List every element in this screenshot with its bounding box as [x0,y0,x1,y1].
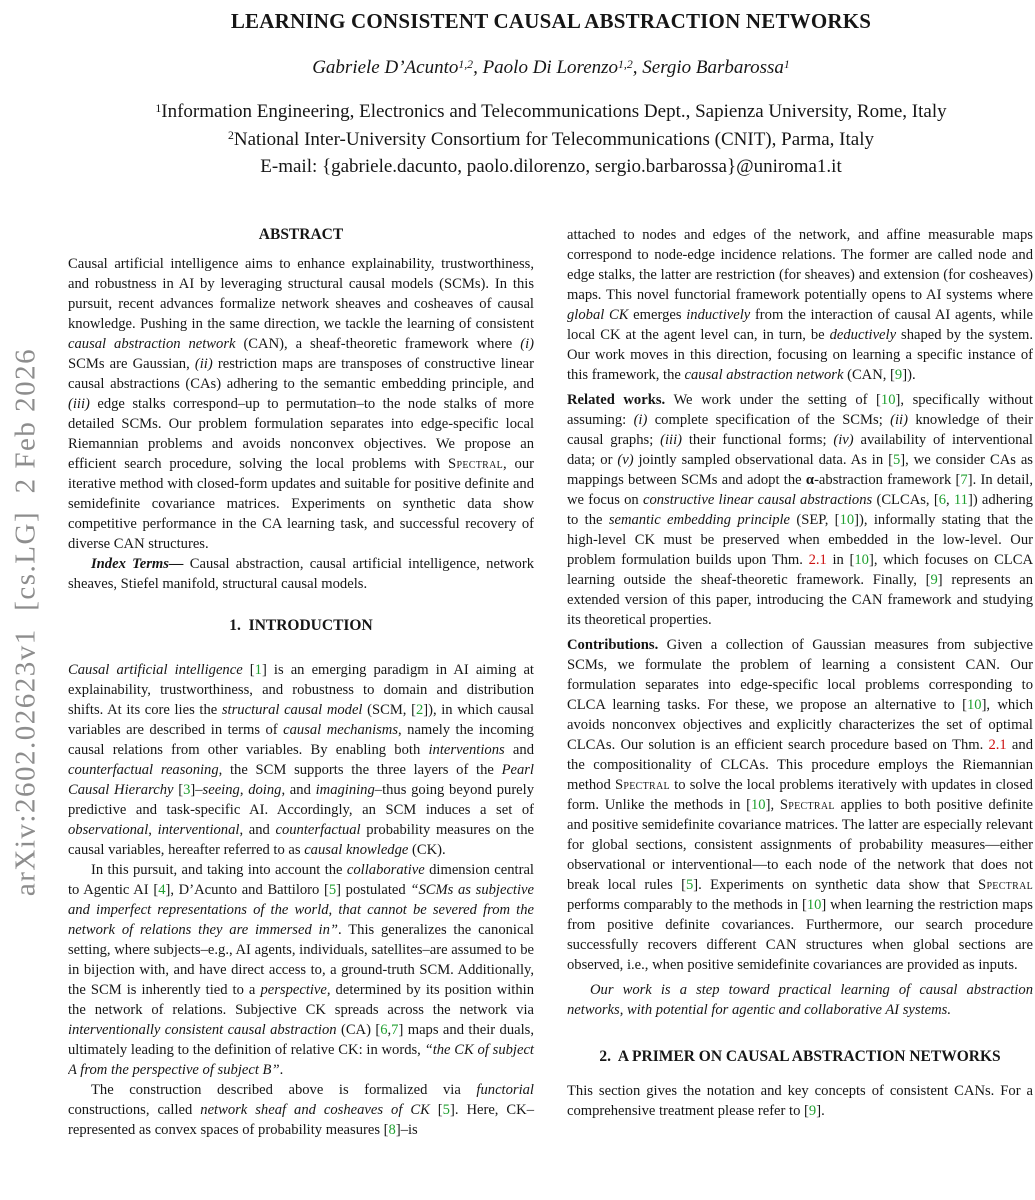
text-run: ]) adhering to the [567,492,1033,528]
text-run: perspective [260,982,327,998]
citation-link[interactable]: 9 [894,367,903,383]
text-run: ]. Here, CK–represented as convex spaces of probability measures [ [68,1102,534,1138]
text-run: deductively [829,327,897,343]
text-run: constructive linear causal abstractions [642,492,873,508]
text-run: causal knowledge [304,842,409,858]
text-run: constructions, called [68,1102,201,1118]
text-run: functorial [476,1082,534,1098]
abstract-heading: ABSTRACT [258,226,344,243]
abstract-paragraph [68,254,534,554]
text-run: Causal artificial intelligence [68,662,243,678]
citation-link[interactable]: 5 [442,1102,450,1118]
paper-title: LEARNING CONSISTENT CAUSAL ABSTRACTION NETWORKS [230,9,872,33]
text-run: 2 [228,129,234,143]
text-run: (i) [633,412,648,428]
text-run: ], [765,797,780,813]
text-run: doing [248,782,282,798]
text-run: “SCMs as subjective and imperfect representations of the world, that cannot be severed from the network of relations they are immersed in” [68,882,534,938]
text-run: Causal abstraction, causal artificial intelligence, network sheaves, Stiefel manifold, structural causal models. [68,556,535,592]
text-run: ]), informally stating that the high-level CK must be preserved when embedded in the low-level. Our problem formulation builds upon Thm. [567,512,1033,568]
text-run: (SEP, [ [790,512,840,528]
text-run: causal mechanisms [283,722,399,738]
citation-link[interactable]: 2 [415,702,424,718]
text-run: ], we consider CAs as mappings between SCMs and adopt the [567,452,1033,488]
text-run: Related works. [567,392,666,408]
text-run: [ [242,662,255,678]
text-run: (i) [520,336,534,352]
intro-paragraph-3 [68,1080,534,1140]
text-run: and [504,742,534,758]
text-run: Our work is a step toward practical learning of causal abstraction networks, with potential for agentic and collaborative AI systems. [567,982,1033,1018]
affiliation-2 [68,126,1034,154]
authors-line [68,56,1034,80]
text-run: edge stalks correspond–up to permutation–to the node stalks of more detailed SCMs. Our problem formulation separates into edge-specific local Riemannian problems and avoids nonconvex objectives. We propose an efficient search procedure, solving the local problems with [68,396,534,472]
text-run: interventions [428,742,505,758]
text-run: , namely the incoming causal relations from other variables. By enabling both [68,722,534,758]
text-run: α [805,472,815,488]
text-run: jointly sampled observational data. As in [ [633,452,893,468]
citation-link[interactable]: 10 [839,512,855,528]
text-run: -abstraction framework [ [814,472,961,488]
text-run: Spectral [614,777,670,793]
section-1-heading: 1. INTRODUCTION [229,617,373,634]
section-2-intro-paragraph [567,1081,1033,1121]
text-run: , our iterative method with closed-form updates and suitable for positive definite and semidefinite covariance matrices. Experiments on synthetic data show competitive performance in the CA learning task, and successful recovery of diverse CAN structures. [68,456,534,552]
citation-link[interactable]: 6 [380,1022,388,1038]
citation-link[interactable]: 6 [938,492,946,508]
text-run: ]–is [395,1122,418,1138]
text-run: from the interaction of causal AI agents, while local CK at the agent level can, in turn, be [567,307,1033,343]
text-run: shaped by the system. Our work moves in this direction, focusing on learning a specific instance of this framework, the [567,327,1033,383]
text-run: . This generalizes the canonical setting, where subjects–e.g., AI agents, individuals, satellites–are assumed to be in bijection with, and have direct access to, a ground-truth SCM. Additionally, the SCM is inherently tied to a [68,922,534,998]
internal-ref-link[interactable]: 2.1 [808,552,827,568]
text-run: Spectral [779,797,835,813]
text-run: SCMs are Gaussian, [68,356,195,372]
text-run: [ [173,782,184,798]
text-run: ]. [816,1103,825,1119]
text-run: ], which avoids nonconvex objectives and explicitly characterizes the set of optimal CLCAs. Our solution is an efficient search procedure based on Thm. [567,697,1033,753]
citation-link[interactable]: 11 [953,492,968,508]
text-run: ] is an emerging paradigm in AI aiming at explainability, trustworthiness, and robustness to domain and distribution shifts. At its core lies the [68,662,534,718]
left-column [68,225,534,1200]
citation-link[interactable]: 7 [391,1022,399,1038]
text-run: “the CK of subject A from the perspective of subject B” [68,1042,534,1078]
text-run: (SCM, [ [362,702,416,718]
text-run: Spectral [448,456,504,472]
text-run: (iv) [833,432,854,448]
text-run: –thus going beyond purely predictive and task-specific AI. Accordingly, an SCM induces a set of [68,782,535,818]
citation-link[interactable]: 10 [806,897,822,913]
text-run: The construction described above is formalized via [91,1082,477,1098]
text-run: imagining [315,782,375,798]
text-run: interventionally consistent causal abstraction [68,1022,337,1038]
text-run: Index Terms— [91,556,184,572]
citation-link[interactable]: 4 [158,882,166,898]
text-run: in [ [826,552,855,568]
text-run: attached to nodes and edges of the network, and affine measurable maps correspond to node-edge incidence relations. The former are called node and edge stalks, the latter are restriction (for sheaves) and extension (for cosheaves) maps. This novel functorial framework potentially opens to AI systems where [567,227,1033,303]
text-run: , Sergio Barbarossa [632,57,784,78]
text-run: causal abstraction network [68,336,236,352]
text-run: , [239,782,249,798]
text-run: 1,2 [458,57,474,71]
text-run: ]. Experiments on synthetic data show that [693,877,979,893]
section-2-heading: 2. A PRIMER ON CAUSAL ABSTRACTION NETWORKS [599,1048,1001,1065]
affiliations-block [68,98,1034,181]
text-run: , and [281,782,316,798]
text-run: ] when learning the restriction maps from positive definite covariances. Furthermore, our search procedure successfully recovers different CAN structures when global sections are observed, i.e., when positive semidefinite covariances are provided as inputs. [567,897,1033,973]
citation-link[interactable]: 9 [930,572,938,588]
text-run: We work under the setting of [ [665,392,881,408]
text-run: Pearl Causal Hierarchy [68,762,534,798]
citation-link[interactable]: 5 [328,882,337,898]
index-terms-paragraph [68,554,534,594]
text-run: observational [68,822,149,838]
text-run: performs comparably to the methods in [ [567,897,807,913]
arxiv-watermark: arXiv:2602.02623v1 [cs.LG] 2 Feb 2026 [9,347,42,897]
text-run: Spectral [978,877,1033,893]
text-run: interventional [157,822,240,838]
text-run: availability of interventional data; or [567,432,1033,468]
text-run: ], specifically without assuming: [567,392,1033,428]
citation-link[interactable]: 7 [960,472,968,488]
text-run: , Paolo Di Lorenzo [473,57,619,78]
affiliation-1 [68,98,1034,126]
internal-ref-link[interactable]: 2.1 [988,737,1007,753]
citation-link[interactable]: 10 [966,697,982,713]
text-run: ] maps and their duals, ultimately leading to the definition of relative CK: in words, [68,1022,534,1058]
text-run: counterfactual reasoning [68,762,219,778]
text-run: , and [239,822,276,838]
text-run: In this pursuit, and taking into account the [91,862,347,878]
text-run: (CLCAs, [ [872,492,939,508]
text-run: (ii) [194,356,213,372]
text-run: (CK). [408,842,446,858]
text-run: Given a collection of Gaussian measures from subjective SCMs, we formulate the problem of learning a consistent CAN. Our formulation separates into edge-specific local problems corresponding to CLCA learning tasks. For these, we propose an alternative to [ [567,637,1033,713]
citation-link[interactable]: 5 [685,877,694,893]
closing-statement-paragraph [567,980,1033,1020]
text-run: ]). [902,367,916,383]
text-run: ]. In detail, we focus on [567,472,1033,508]
citation-link[interactable]: 10 [750,797,766,813]
body-paragraph-continuation [567,225,1033,385]
text-run: to solve the local problems iteratively with updates in closed form. Unlike the methods in [ [567,777,1033,813]
two-column-body [68,225,1033,1200]
citation-link[interactable]: 10 [854,552,869,568]
text-run: counterfactual [275,822,361,838]
text-run: 1 [155,101,162,115]
text-run: ] represents an extended version of this paper, introducing the CAN framework and studying its theoretical properties. [567,572,1033,628]
citation-link[interactable]: 3 [183,782,191,798]
related-works-paragraph [567,390,1033,630]
text-run: emerges [628,307,687,323]
text-run: inductively [686,307,751,323]
text-run: structural causal model [221,702,363,718]
citation-link[interactable]: 1 [254,662,262,678]
text-run: collaborative [346,862,425,878]
text-run: Information Engineering, Electronics and Telecommunications Dept., Sapienza University, Rome, Italy [161,101,947,122]
text-run: complete specification of the SCMs; [647,412,891,428]
text-run: ], D’Acunto and Battiloro [ [165,882,329,898]
text-run: Gabriele D’Acunto [312,57,459,78]
text-run: seeing [202,782,240,798]
text-run: (CAN), a sheaf-theoretic framework where [235,336,521,352]
text-run: ] postulated [336,882,411,898]
text-run: probability measures on the causal variables, hereafter referred to as [68,822,534,858]
text-run: (v) [617,452,634,468]
text-run: Contributions. [567,637,659,653]
text-run: causal abstraction network [684,367,844,383]
text-run: ]– [190,782,203,798]
text-run: restriction maps are transposes of constructive linear causal abstractions (CAs) adhering to the semantic embedding principle, and [68,356,534,392]
text-run: ], which focuses on CLCA learning outside the sheaf-theoretic framework. Finally, [ [567,552,1033,588]
citation-link[interactable]: 10 [880,392,896,408]
text-run: and the compositionality of CLCAs. This procedure employs the Riemannian method [567,737,1033,793]
text-run: 1,2 [618,57,633,71]
citation-link[interactable]: 8 [388,1122,396,1138]
right-column [567,225,1033,1200]
text-run: This section gives the notation and key concepts of consistent CANs. For a comprehensive treatment please refer to [ [567,1083,1033,1119]
text-run: . [279,1062,284,1078]
intro-paragraph-1 [68,660,534,860]
text-run: (CAN, [ [843,367,895,383]
text-run: ]), in which causal variables are described in terms of [68,702,534,738]
text-run: (iii) [68,396,90,412]
text-run: knowledge of their causal graphs; [567,412,1033,448]
text-run: semantic embedding principle [608,512,791,528]
text-run: 1 [783,57,790,71]
text-run: network sheaf and cosheaves of CK [200,1102,430,1118]
paper-header [68,8,1034,181]
text-run: , [148,822,158,838]
citation-link[interactable]: 9 [808,1103,817,1119]
text-run: global CK [567,307,629,323]
contributions-paragraph [567,635,1033,975]
text-run: (ii) [890,412,908,428]
text-run: applies to both positive definite and positive semidefinite covariance matrices. The latter are especially relevant for global sections, consistent assignments of probability measures—either observational or interventional—to each node of the network that does not break local rules [ [567,797,1033,893]
text-run: , determined by its position within the network of relations. Subjective CK spreads across the network via [68,982,535,1018]
text-run: , the SCM supports the three layers of the [218,762,502,778]
text-run: (iii) [660,432,682,448]
text-run: , [945,492,954,508]
text-run: their functional forms; [682,432,834,448]
intro-paragraph-2 [68,860,534,1080]
text-run: Causal artificial intelligence aims to enhance explainability, trustworthiness, and robustness in AI by leveraging structural causal models (SCMs). In this pursuit, recent advances formalize network sheaves and cosheaves of causal knowledge. Pushing in the same direction, we tackle the learning of consistent [68,256,534,332]
citation-link[interactable]: 5 [892,452,901,468]
text-run: dimension central to Agentic AI [ [68,862,534,898]
email-line: E-mail: {gabriele.dacunto, paolo.dilorenzo, sergio.barbarossa}@uniroma1.it [260,156,842,177]
text-run: National Inter-University Consortium for Telecommunications (CNIT), Parma, Italy [233,128,874,150]
text-run: , [387,1022,392,1038]
text-run: [ [429,1102,443,1118]
text-run: (CA) [ [336,1022,381,1038]
